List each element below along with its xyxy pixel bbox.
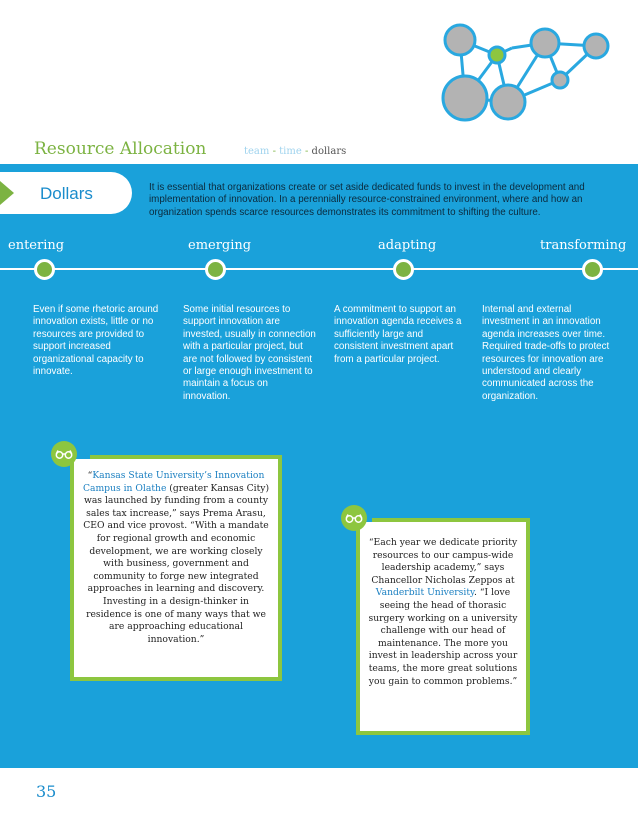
quote-body: (greater Kansas City) was launched by funding from a county sales tax increase,” says Prema Arasu, CEO and vice provost. “With a mandate for regional growth and economic development, we are working closely with business, government and community to forge new integrated approaches in learning and discovery. Investing in a design-thinker in residence is one of many ways that we are approaching educational innovation.” [83,482,270,645]
quote-text-kansas-state [82,470,270,646]
network-node [445,25,475,55]
breadcrumb-item-time: time [279,146,302,157]
timeline-dot-adapting [393,259,414,280]
stage-description-transforming: Internal and external investment in an innovation agenda increases over time. Required trade-offs to protect resources for innovation are understood and clearly communicated across the organization. [482,304,610,402]
quote-body: . “I love seeing the head of thorasic surgery working on a university challenge with our head of maintenance. The more you invest in leadership across your teams, the more great solutions you gain to common problems.” [368,587,518,687]
breadcrumb-separator: - [272,146,276,157]
breadcrumb-item-team: team [244,146,270,157]
glasses-icon [51,441,77,467]
section-tab-label: Dollars [40,184,93,203]
network-graphic [420,10,638,125]
quote-text-vanderbilt [366,537,520,688]
tab-arrow-icon [0,181,14,205]
vanderbilt-link[interactable]: Vanderbilt University [375,587,474,599]
page-title: Resource Allocation [34,139,207,159]
stage-description-entering: Even if some rhetoric around innovation exists, little or no resources are provided to support increased organizational capacity to innovate. [33,304,159,378]
stage-label-emerging: emerging [188,238,252,253]
network-node [531,29,559,57]
breadcrumb-item-dollars: dollars [311,146,347,157]
section-intro: It is essential that organizations create or set aside dedicated funds to invest in the development and implementation of innovation. In a perennially resource-constrained environment, where and how an organization spends scarce resources demonstrates its commitment to shifting the culture. [149,182,585,218]
network-node [584,34,608,58]
timeline-line [0,268,638,270]
breadcrumb [244,146,346,157]
quote-body: “Each year we dedicate priority resources to our campus-wide leadership academy,” says Chancellor Nicholas Zeppos at [368,537,518,586]
breadcrumb-separator: - [304,146,309,157]
stage-label-entering: entering [8,238,65,253]
stage-label-transforming: transforming [540,238,627,253]
timeline-dot-transforming [582,259,603,280]
stage-description-adapting: A commitment to support an innovation agenda receives a sufficiently large and consistent investment apart from a particular project. [334,304,462,365]
stage-description-emerging: Some initial resources to support innovation are invested, usually in connection with a particular project, but are not followed by consistent or large enough investment to maintain a focus on innovation. [183,304,316,402]
network-node [552,72,568,88]
network-node [489,47,505,63]
glasses-icon [341,505,367,531]
network-node [443,76,487,120]
network-node [491,85,525,119]
page-number: 35 [36,782,57,801]
stage-label-adapting: adapting [378,238,437,253]
quote-open-mark: “ [87,470,93,481]
timeline-dot-entering [34,259,55,280]
kansas-state-link[interactable]: Kansas State University’s Innovation Campus in Olathe [82,470,265,494]
timeline-dot-emerging [205,259,226,280]
